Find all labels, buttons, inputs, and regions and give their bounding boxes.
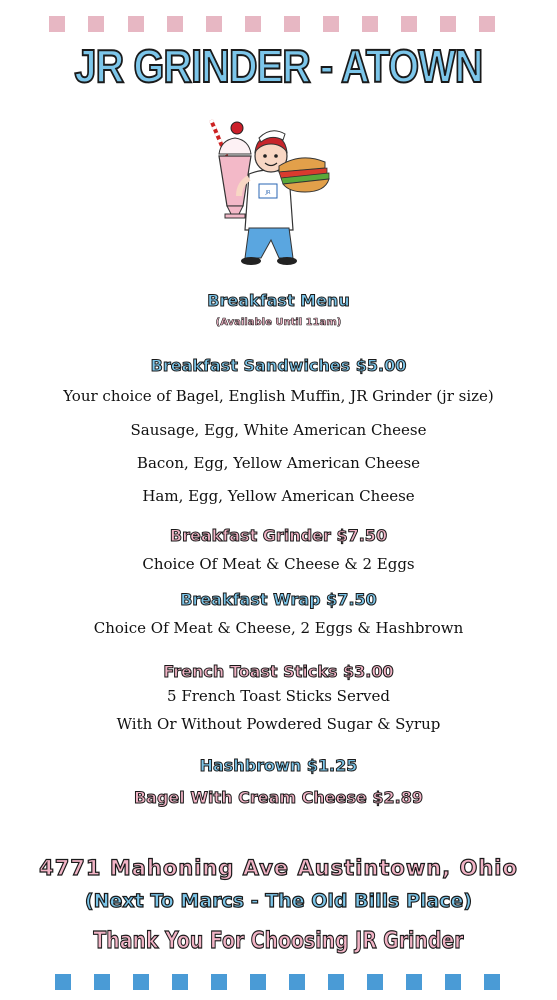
address: 4771 Mahoning Ave Austintown, Ohio [39, 856, 518, 880]
bottom-square-border [0, 974, 557, 990]
border-square [250, 974, 266, 990]
thank-you-message: Thank You For Choosing JR Grinder [93, 928, 464, 954]
section-title-breakfast-sandwiches: Breakfast Sandwiches $5.00 [150, 356, 407, 375]
border-square [167, 16, 183, 32]
availability-note: (Available Until 11am) [215, 317, 342, 328]
border-square [406, 974, 422, 990]
border-square [245, 16, 261, 32]
section-title-french-toast-sticks: French Toast Sticks $3.00 [163, 662, 394, 681]
border-square [206, 16, 222, 32]
border-square [328, 974, 344, 990]
menu-line: Choice Of Meat & Cheese & 2 Eggs [142, 555, 415, 573]
menu-line: Ham, Egg, Yellow American Cheese [142, 487, 415, 505]
border-square [284, 16, 300, 32]
page-title: JR GRINDER - ATOWN [74, 40, 483, 92]
section-title-bagel-cream-cheese: Bagel With Cream Cheese $2.89 [133, 788, 423, 807]
border-square [445, 974, 461, 990]
border-square [401, 16, 417, 32]
landmark-note: (Next To Marcs - The Old Bills Place) [84, 890, 473, 912]
section-title-breakfast-wrap: Breakfast Wrap $7.50 [180, 590, 377, 609]
border-square [323, 16, 339, 32]
border-square [479, 16, 495, 32]
menu-line: Choice Of Meat & Cheese, 2 Eggs & Hashbrown [93, 619, 464, 637]
border-square [362, 16, 378, 32]
section-title-breakfast-grinder: Breakfast Grinder $7.50 [169, 526, 388, 545]
menu-line: 5 French Toast Sticks Served [167, 687, 390, 705]
border-square [133, 974, 149, 990]
border-square [211, 974, 227, 990]
border-square [440, 16, 456, 32]
border-square [367, 974, 383, 990]
top-square-border [0, 16, 557, 32]
svg-text:JR: JR [265, 190, 271, 196]
menu-line: Bacon, Egg, Yellow American Cheese [136, 454, 421, 472]
border-square [55, 974, 71, 990]
border-square [289, 974, 305, 990]
section-title-hashbrown: Hashbrown $1.25 [199, 756, 358, 775]
menu-line: With Or Without Powdered Sugar & Syrup [116, 715, 441, 733]
border-square [94, 974, 110, 990]
menu-line: Your choice of Bagel, English Muffin, JR Grinder (jr size) [63, 387, 494, 405]
border-square [128, 16, 144, 32]
breakfast-menu-heading: Breakfast Menu [207, 291, 350, 310]
border-square [88, 16, 104, 32]
border-square [49, 16, 65, 32]
border-square [172, 974, 188, 990]
border-square [484, 974, 500, 990]
mascot-logo [205, 118, 335, 268]
menu-line: Sausage, Egg, White American Cheese [130, 421, 427, 439]
sandwich-icon [279, 158, 329, 192]
cherry-icon [231, 122, 243, 134]
